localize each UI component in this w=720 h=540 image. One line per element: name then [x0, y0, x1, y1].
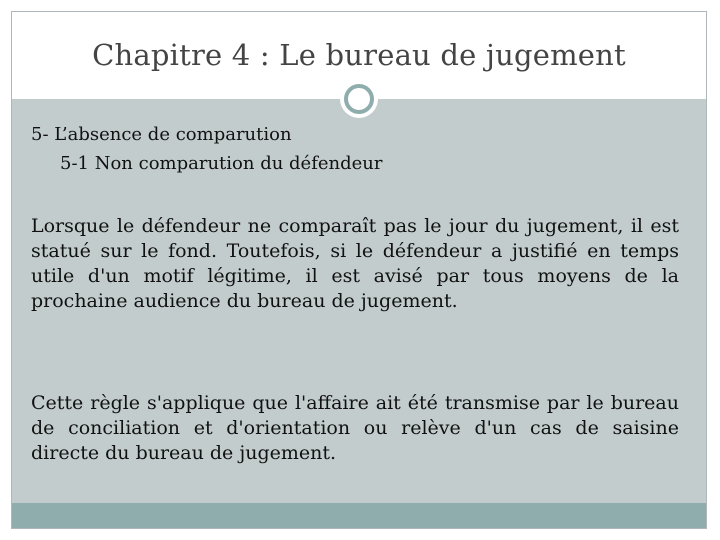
body-paragraph-2: Cette règle s'applique que l'affaire ait été transmise par le bureau de conciliation et d'orientation ou relève d'un cas de saisine directe du bureau de jugement. [31, 392, 679, 464]
slide-title: Chapitre 4 : Le bureau de jugement [92, 38, 626, 72]
section-heading: 5- L’absence de comparution [31, 124, 292, 145]
subsection-heading: 5-1 Non comparution du défendeur [60, 153, 383, 174]
body-paragraph-1: Lorsque le défendeur ne comparaît pas le jour du jugement, il est statué sur le fond. Toutefois, si le défendeur a justifié en temps utile d'un motif légitime, il est avisé par tous moyens de la prochaine audience du bureau de jugement. [31, 215, 679, 312]
ring-icon-inner [344, 84, 374, 114]
ring-icon [340, 80, 378, 118]
footer-band [12, 503, 706, 528]
